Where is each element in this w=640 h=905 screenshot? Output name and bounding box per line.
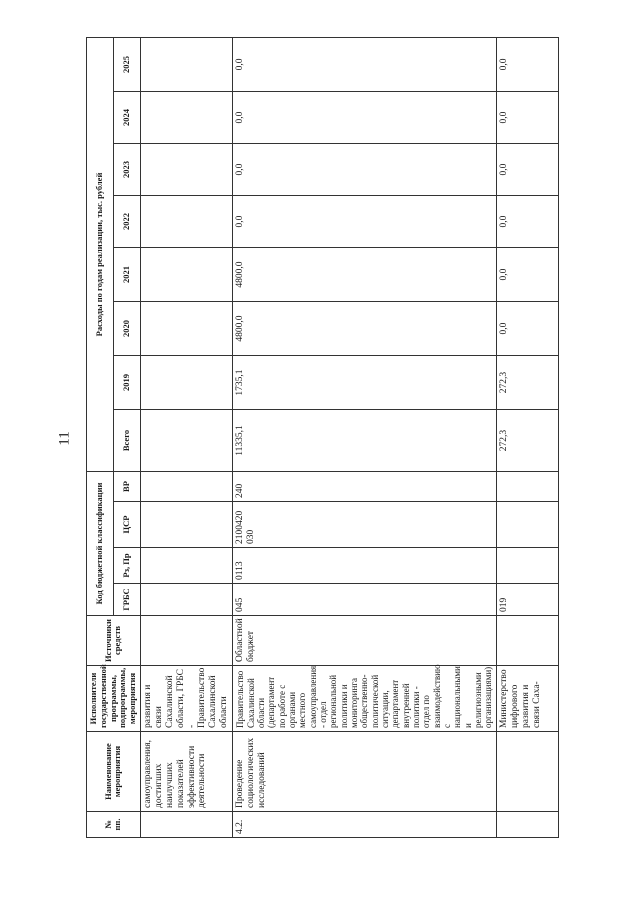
cell-num (140, 812, 232, 838)
header-2022: 2022 (113, 196, 140, 248)
cell-vr: 240 (233, 472, 497, 502)
cell-executors: Правительство Сахалинской области (департамент по работе с органами местного самоуправления - отдел региональной политики и мониторинга общественно-политической ситуации, департамент внутренней политики - отдел по взаимодействию с национальными и религиозными организациями) (233, 666, 497, 732)
cell-rzpr (140, 548, 232, 584)
cell-2019: 1735,1 (233, 356, 497, 410)
table-row (233, 37, 497, 837)
table-row (496, 37, 558, 837)
header-executors: Исполнители государственной программы, подпрограммы, мероприятия (87, 666, 141, 732)
budget-table (86, 37, 559, 838)
cell-2023 (140, 144, 232, 196)
header-expenses: Расходы по годам реализации, тыс. рублей (87, 37, 114, 471)
page-number: 11 (56, 431, 73, 446)
header-csr: ЦСР (113, 502, 140, 548)
header-source: Источники средств (87, 616, 141, 666)
cell-csr (140, 502, 232, 548)
cell-2021 (140, 248, 232, 302)
cell-2024 (140, 92, 232, 144)
cell-executors: развития и связи Сахалинской области, ГРБС - Правительство Сахалинской области (140, 666, 232, 732)
cell-2022 (140, 196, 232, 248)
cell-source: Областной бюджет (233, 616, 497, 666)
header-rzpr: Рз, Пр (113, 548, 140, 584)
cell-name (496, 732, 558, 812)
cell-vr (496, 472, 558, 502)
cell-executors: Министерство цифрового развития и связи Саха- (496, 666, 558, 732)
cell-2020: 0,0 (496, 302, 558, 356)
header-2019: 2019 (113, 356, 140, 410)
cell-grbs: 019 (496, 584, 558, 616)
cell-2025: 0,0 (496, 37, 558, 91)
cell-csr (496, 502, 558, 548)
cell-csr: 2100420 030 (233, 502, 497, 548)
header-2023: 2023 (113, 144, 140, 196)
header-num: № пп. (87, 812, 141, 838)
cell-vr (140, 472, 232, 502)
cell-2020 (140, 302, 232, 356)
cell-2020: 4800,0 (233, 302, 497, 356)
cell-2023: 0,0 (233, 144, 497, 196)
cell-2022: 0,0 (496, 196, 558, 248)
cell-2023: 0,0 (496, 144, 558, 196)
cell-num: 4.2. (233, 812, 497, 838)
cell-grbs: 045 (233, 584, 497, 616)
cell-name: Проведение социологических исследований (233, 732, 497, 812)
cell-source (496, 616, 558, 666)
cell-rzpr (496, 548, 558, 584)
header-grbs: ГРБС (113, 584, 140, 616)
rotated-table-container (86, 38, 542, 838)
cell-total: 11335,1 (233, 410, 497, 472)
cell-2021: 0,0 (496, 248, 558, 302)
header-total: Всего (113, 410, 140, 472)
cell-2019: 272,3 (496, 356, 558, 410)
header-2025: 2025 (113, 37, 140, 91)
header-budget-code: Код бюджетной классификации (87, 472, 114, 616)
cell-2025 (140, 37, 232, 91)
cell-2025: 0,0 (233, 37, 497, 91)
cell-2021: 4800,0 (233, 248, 497, 302)
cell-total: 272,3 (496, 410, 558, 472)
header-row-1 (87, 37, 114, 837)
cell-2024: 0,0 (233, 92, 497, 144)
header-2021: 2021 (113, 248, 140, 302)
header-2020: 2020 (113, 302, 140, 356)
header-vr: ВР (113, 472, 140, 502)
header-2024: 2024 (113, 92, 140, 144)
cell-2019 (140, 356, 232, 410)
cell-grbs (140, 584, 232, 616)
cell-source (140, 616, 232, 666)
header-name: Наименование мероприятия (87, 732, 141, 812)
cell-2022: 0,0 (233, 196, 497, 248)
cell-rzpr: 0113 (233, 548, 497, 584)
table-row (140, 37, 232, 837)
cell-num (496, 812, 558, 838)
cell-name: самоуправления, достигших наилучших показателей эффективности деятельности (140, 732, 232, 812)
cell-2024: 0,0 (496, 92, 558, 144)
cell-total (140, 410, 232, 472)
